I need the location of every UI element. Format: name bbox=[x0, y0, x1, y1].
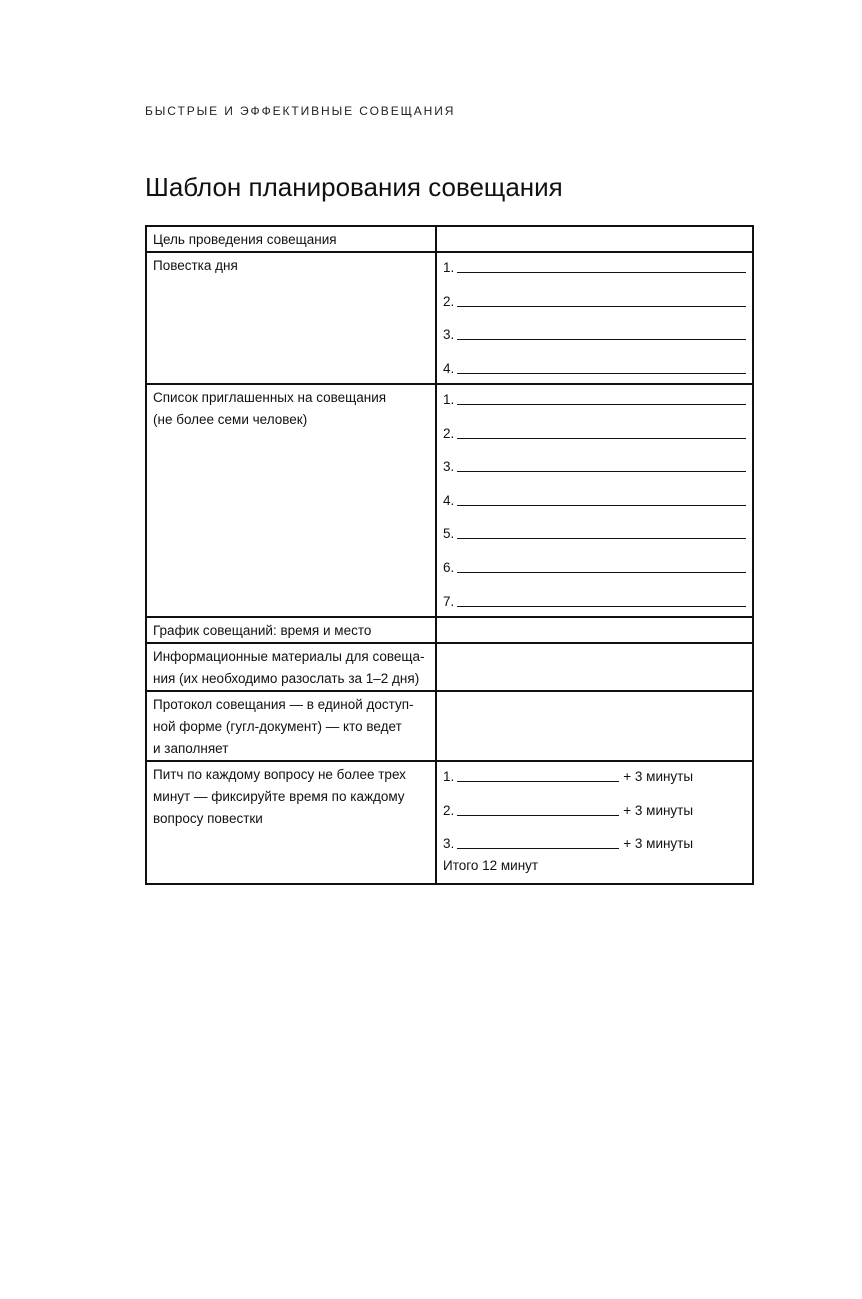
materials-label-line: ния (их необходимо разослать за 1–2 дня) bbox=[153, 671, 420, 686]
invitee-line[interactable] bbox=[443, 478, 746, 512]
minutes-label-line: Протокол совещания — в единой доступ- bbox=[153, 697, 414, 712]
minutes-label bbox=[146, 691, 436, 761]
agenda-line[interactable] bbox=[443, 346, 746, 380]
blank-line[interactable] bbox=[457, 471, 746, 472]
pitch-line-number: 3. bbox=[443, 836, 455, 851]
minutes-label-line: ной форме (гугл-документ) — кто ведет bbox=[153, 719, 402, 734]
schedule-label: График совещаний: время и место bbox=[146, 617, 436, 643]
blank-line[interactable] bbox=[457, 373, 746, 374]
invitee-line[interactable] bbox=[443, 512, 746, 546]
minutes-value-cell[interactable] bbox=[436, 691, 753, 761]
invitees-label-line: Список приглашенных на совещания bbox=[153, 390, 387, 405]
invitees-label bbox=[146, 384, 436, 617]
pitch-total: Итого 12 минут bbox=[443, 858, 539, 873]
invitee-line-number: 1. bbox=[443, 392, 455, 407]
invitee-line-number: 7. bbox=[443, 593, 455, 609]
blank-line[interactable] bbox=[457, 339, 746, 340]
blank-line[interactable] bbox=[457, 404, 746, 405]
agenda-line-number: 3. bbox=[443, 327, 455, 343]
pitch-line[interactable] bbox=[443, 764, 746, 788]
blank-line[interactable] bbox=[457, 538, 746, 539]
invitees-lines-cell bbox=[436, 384, 753, 617]
pitch-label bbox=[146, 761, 436, 884]
materials-label bbox=[146, 643, 436, 691]
pitch-line[interactable] bbox=[443, 788, 746, 822]
pitch-label-line: вопросу повестки bbox=[153, 811, 263, 826]
invitee-line-number: 3. bbox=[443, 459, 455, 475]
materials-value-cell[interactable] bbox=[436, 643, 753, 691]
meeting-planning-table bbox=[145, 225, 754, 885]
table-row-invitees bbox=[146, 384, 753, 617]
page-title: Шаблон планирования совещания bbox=[145, 172, 563, 202]
pitch-lines-cell bbox=[436, 761, 753, 884]
table-row-materials bbox=[146, 643, 753, 691]
blank-line[interactable] bbox=[457, 848, 619, 849]
running-header: БЫСТРЫЕ И ЭФФЕКТИВНЫЕ СОВЕЩАНИЯ bbox=[145, 104, 456, 118]
table-row-pitch bbox=[146, 761, 753, 884]
schedule-value-cell[interactable] bbox=[436, 617, 753, 643]
invitees-label-line: (не более семи человек) bbox=[153, 412, 308, 427]
pitch-line-number: 2. bbox=[443, 802, 455, 818]
invitee-line[interactable] bbox=[443, 387, 746, 411]
pitch-label-line: Питч по каждому вопросу не более трех bbox=[153, 767, 406, 782]
invitee-line-number: 4. bbox=[443, 492, 455, 508]
materials-label-line: Информационные материалы для совеща- bbox=[153, 649, 425, 664]
goal-value-cell[interactable] bbox=[436, 226, 753, 252]
pitch-duration: + 3 минуты bbox=[623, 769, 694, 784]
table-row-schedule bbox=[146, 617, 753, 643]
blank-line[interactable] bbox=[457, 572, 746, 573]
table-row-minutes bbox=[146, 691, 753, 761]
goal-label: Цель проведения совещания bbox=[146, 226, 436, 252]
blank-line[interactable] bbox=[457, 815, 619, 816]
pitch-line-number: 1. bbox=[443, 769, 455, 784]
blank-line[interactable] bbox=[457, 438, 746, 439]
blank-line[interactable] bbox=[457, 306, 746, 307]
agenda-line[interactable] bbox=[443, 255, 746, 279]
pitch-duration: + 3 минуты bbox=[623, 836, 694, 851]
pitch-line[interactable] bbox=[443, 822, 746, 856]
blank-line[interactable] bbox=[457, 781, 619, 782]
blank-line[interactable] bbox=[457, 505, 746, 506]
invitee-line[interactable] bbox=[443, 579, 746, 613]
blank-line[interactable] bbox=[457, 606, 746, 607]
table-row-goal bbox=[146, 226, 753, 252]
invitee-line-number: 2. bbox=[443, 425, 455, 441]
invitee-line-number: 5. bbox=[443, 526, 455, 542]
agenda-label: Повестка дня bbox=[146, 252, 436, 384]
agenda-line-number: 4. bbox=[443, 360, 455, 376]
invitee-line[interactable] bbox=[443, 545, 746, 579]
agenda-lines-cell bbox=[436, 252, 753, 384]
agenda-line-number: 1. bbox=[443, 260, 455, 275]
invitee-line[interactable] bbox=[443, 445, 746, 479]
invitee-line-number: 6. bbox=[443, 559, 455, 575]
agenda-line-number: 2. bbox=[443, 293, 455, 309]
agenda-line[interactable] bbox=[443, 313, 746, 347]
table-row-agenda bbox=[146, 252, 753, 384]
minutes-label-line: и заполняет bbox=[153, 741, 229, 756]
agenda-line[interactable] bbox=[443, 279, 746, 313]
pitch-duration: + 3 минуты bbox=[623, 802, 694, 818]
blank-line[interactable] bbox=[457, 272, 746, 273]
pitch-label-line: минут — фиксируйте время по каждому bbox=[153, 789, 405, 804]
invitee-line[interactable] bbox=[443, 411, 746, 445]
